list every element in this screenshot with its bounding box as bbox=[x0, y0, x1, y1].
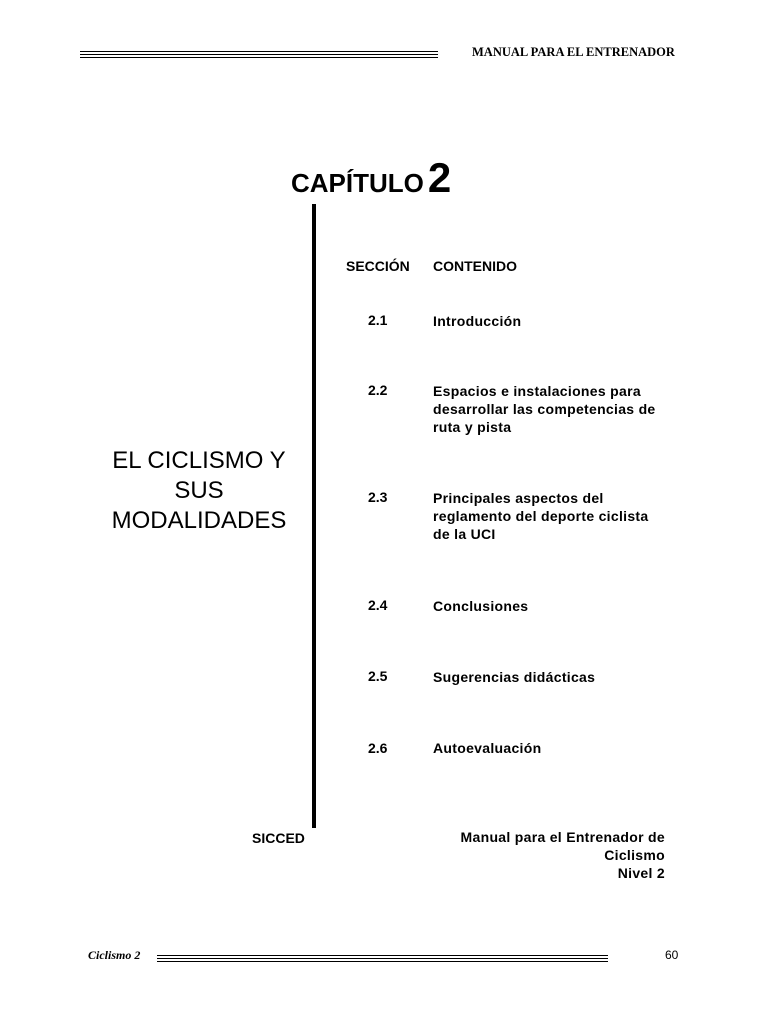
section-title-line: ruta y pista bbox=[433, 419, 512, 435]
header-rule bbox=[80, 51, 438, 58]
section-title bbox=[433, 668, 703, 686]
section-title-line: desarrollar las competencias de bbox=[433, 401, 656, 417]
footer-book-title: Ciclismo 2 bbox=[88, 948, 141, 962]
chapter-heading bbox=[291, 154, 451, 202]
section-number: 2.5 bbox=[368, 668, 388, 684]
section-number: 2.1 bbox=[368, 312, 388, 328]
section-title-line: Sugerencias didácticas bbox=[433, 669, 596, 685]
section-title-line: Principales aspectos del bbox=[433, 490, 604, 506]
content-column-header: CONTENIDO bbox=[433, 258, 517, 274]
section-title-line: Introducción bbox=[433, 313, 522, 329]
vertical-divider bbox=[312, 204, 316, 828]
manual-line: Nivel 2 bbox=[617, 865, 665, 881]
side-title-line: MODALIDADES bbox=[111, 507, 287, 534]
section-title-line: Conclusiones bbox=[433, 598, 529, 614]
section-title-line: Espacios e instalaciones para bbox=[433, 383, 641, 399]
header-title: MANUAL PARA EL ENTRENADOR bbox=[472, 45, 675, 59]
side-title bbox=[92, 446, 306, 536]
side-title-line: SUS bbox=[174, 477, 224, 504]
manual-reference bbox=[461, 828, 665, 882]
section-title bbox=[433, 382, 703, 436]
section-title-line: Autoevaluación bbox=[433, 740, 542, 756]
side-title-line: EL CICLISMO Y bbox=[112, 447, 286, 474]
section-title bbox=[433, 739, 703, 757]
section-title bbox=[433, 489, 703, 543]
section-number: 2.4 bbox=[368, 597, 388, 613]
section-number: 2.3 bbox=[368, 489, 388, 505]
section-number: 2.6 bbox=[368, 740, 388, 756]
page-number: 60 bbox=[665, 948, 679, 962]
chapter-word: CAPÍTULO bbox=[291, 168, 424, 198]
manual-line: Manual para el Entrenador de bbox=[460, 829, 665, 845]
section-column-header: SECCIÓN bbox=[346, 258, 410, 274]
chapter-number: 2 bbox=[427, 154, 452, 201]
section-title bbox=[433, 597, 703, 615]
section-title-line: reglamento del deporte ciclista bbox=[433, 508, 649, 524]
section-title-line: de la UCI bbox=[433, 526, 496, 542]
org-name: SICCED bbox=[252, 830, 305, 846]
manual-line: Ciclismo bbox=[604, 847, 665, 863]
section-title bbox=[433, 312, 703, 330]
section-number: 2.2 bbox=[368, 382, 388, 398]
footer-rule bbox=[157, 955, 608, 962]
